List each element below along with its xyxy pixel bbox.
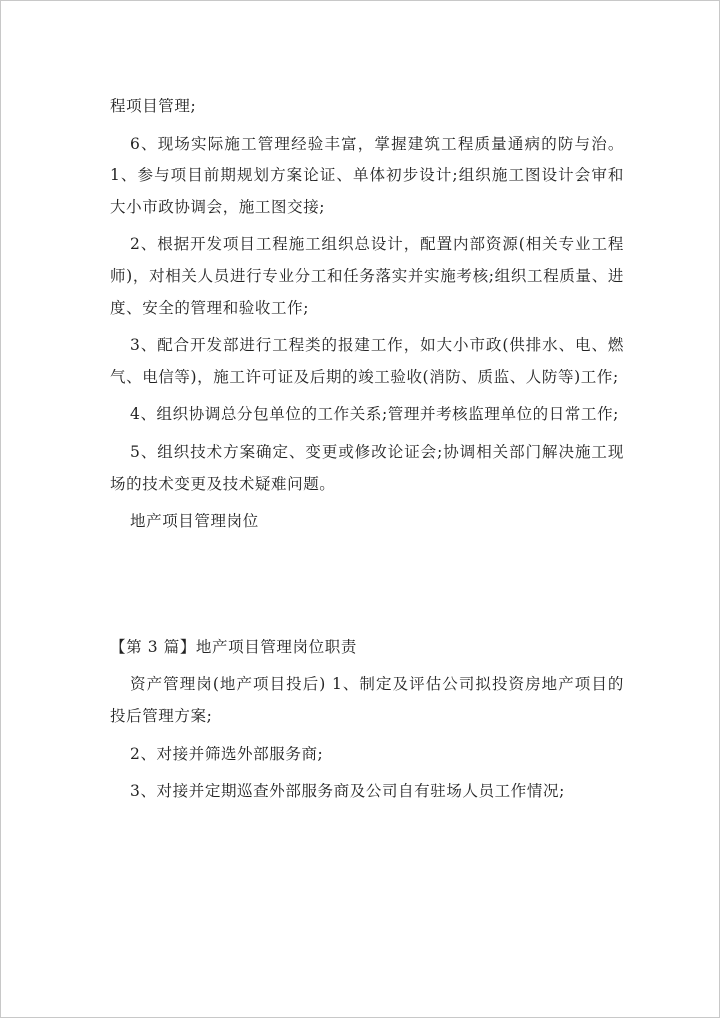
paragraph-1: 6、现场实际施工管理经验丰富，掌握建筑工程质量通病的防与治。1、参与项目前期规划方案论证、单体初步设计;组织施工图设计会审和大小市政协调会，施工图交接; — [110, 134, 624, 216]
section-heading: 【第 3 篇】地产项目管理岗位职责 — [110, 637, 357, 656]
paragraph-4: 4、组织协调总分包单位的工作关系;管理并考核监理单位的日常工作; — [130, 405, 620, 424]
paragraph-5: 5、组织技术方案确定、变更或修改论证会;协调相关部门解决施工现场的技术变更及技术疑难问题。 — [110, 442, 624, 493]
paragraph-6: 地产项目管理岗位 — [130, 512, 259, 531]
paragraph-9: 3、对接并定期巡查外部服务商及公司自有驻场人员工作情况; — [130, 782, 565, 801]
paragraph-3: 3、配合开发部进行工程类的报建工作，如大小市政(供排水、电、燃气、电信等)，施工许可证及后期的竣工验收(消防、质监、人防等)工作; — [110, 336, 624, 386]
paragraph-8: 2、对接并筛选外部服务商; — [130, 744, 324, 763]
section-spacer — [110, 544, 624, 632]
paragraph-0: 程项目管理; — [110, 97, 197, 115]
document-body — [110, 91, 624, 814]
paragraph-7: 资产管理岗(地产项目投后) 1、制定及评估公司拟投资房地产项目的投后管理方案; — [110, 675, 624, 725]
paragraph-2: 2、根据开发项目工程施工组织总设计，配置内部资源(相关专业工程师)，对相关人员进行专业分工和任务落实并实施考核;组织工程质量、进度、安全的管理和验收工作; — [110, 235, 624, 317]
